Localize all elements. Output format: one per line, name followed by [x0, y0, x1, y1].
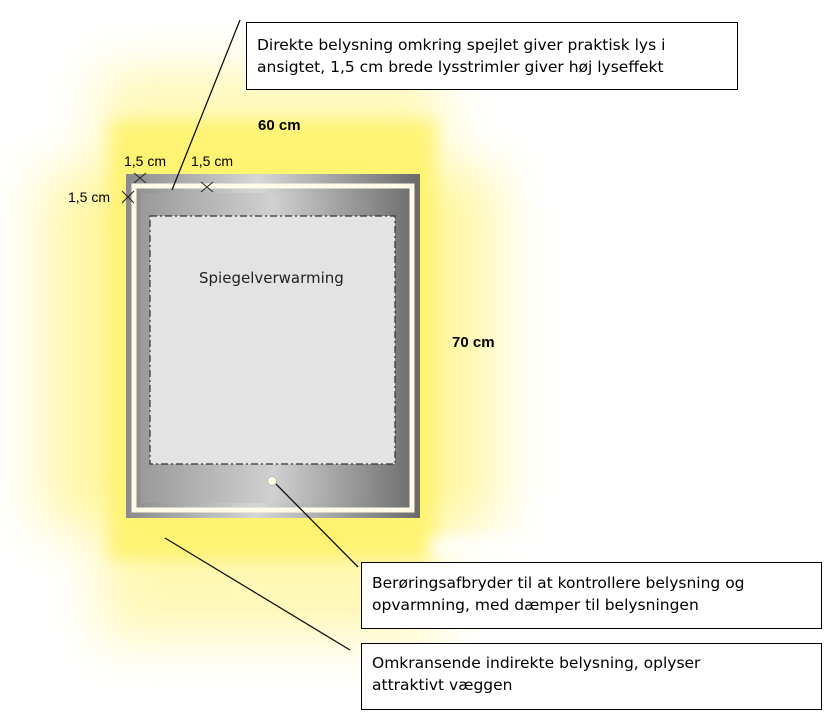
callout-touch-switch-line2: opvarmning, med dæmper til belysningen: [372, 596, 699, 614]
callout-touch-switch: [361, 562, 822, 629]
touch-switch: [268, 477, 277, 486]
width-dimension: 60 cm: [258, 117, 301, 134]
callout-direct-lighting-line1: Direkte belysning omkring spejlet giver praktisk lys i: [257, 36, 666, 54]
callout-direct-lighting: [246, 22, 738, 90]
callout-ambient-lighting: [361, 643, 822, 710]
callout-ambient-lighting-line1: Omkransende indirekte belysning, oplyser: [372, 654, 701, 672]
callout-ambient-lighting-line2: attraktivt væggen: [372, 676, 513, 694]
heating-label: Spiegelverwarming: [199, 269, 344, 287]
strip-width-label-c: 1,5 cm: [68, 189, 111, 205]
strip-width-label-a: 1,5 cm: [124, 153, 167, 169]
height-dimension: 70 cm: [452, 334, 495, 351]
strip-width-label-b: 1,5 cm: [191, 153, 234, 169]
callout-touch-switch-line1: Berøringsafbryder til at kontrollere belysning og: [372, 574, 745, 592]
heating-area: [150, 216, 395, 464]
callout-direct-lighting-line2: ansigtet, 1,5 cm brede lysstrimler giver høj lyseffekt: [257, 58, 664, 76]
